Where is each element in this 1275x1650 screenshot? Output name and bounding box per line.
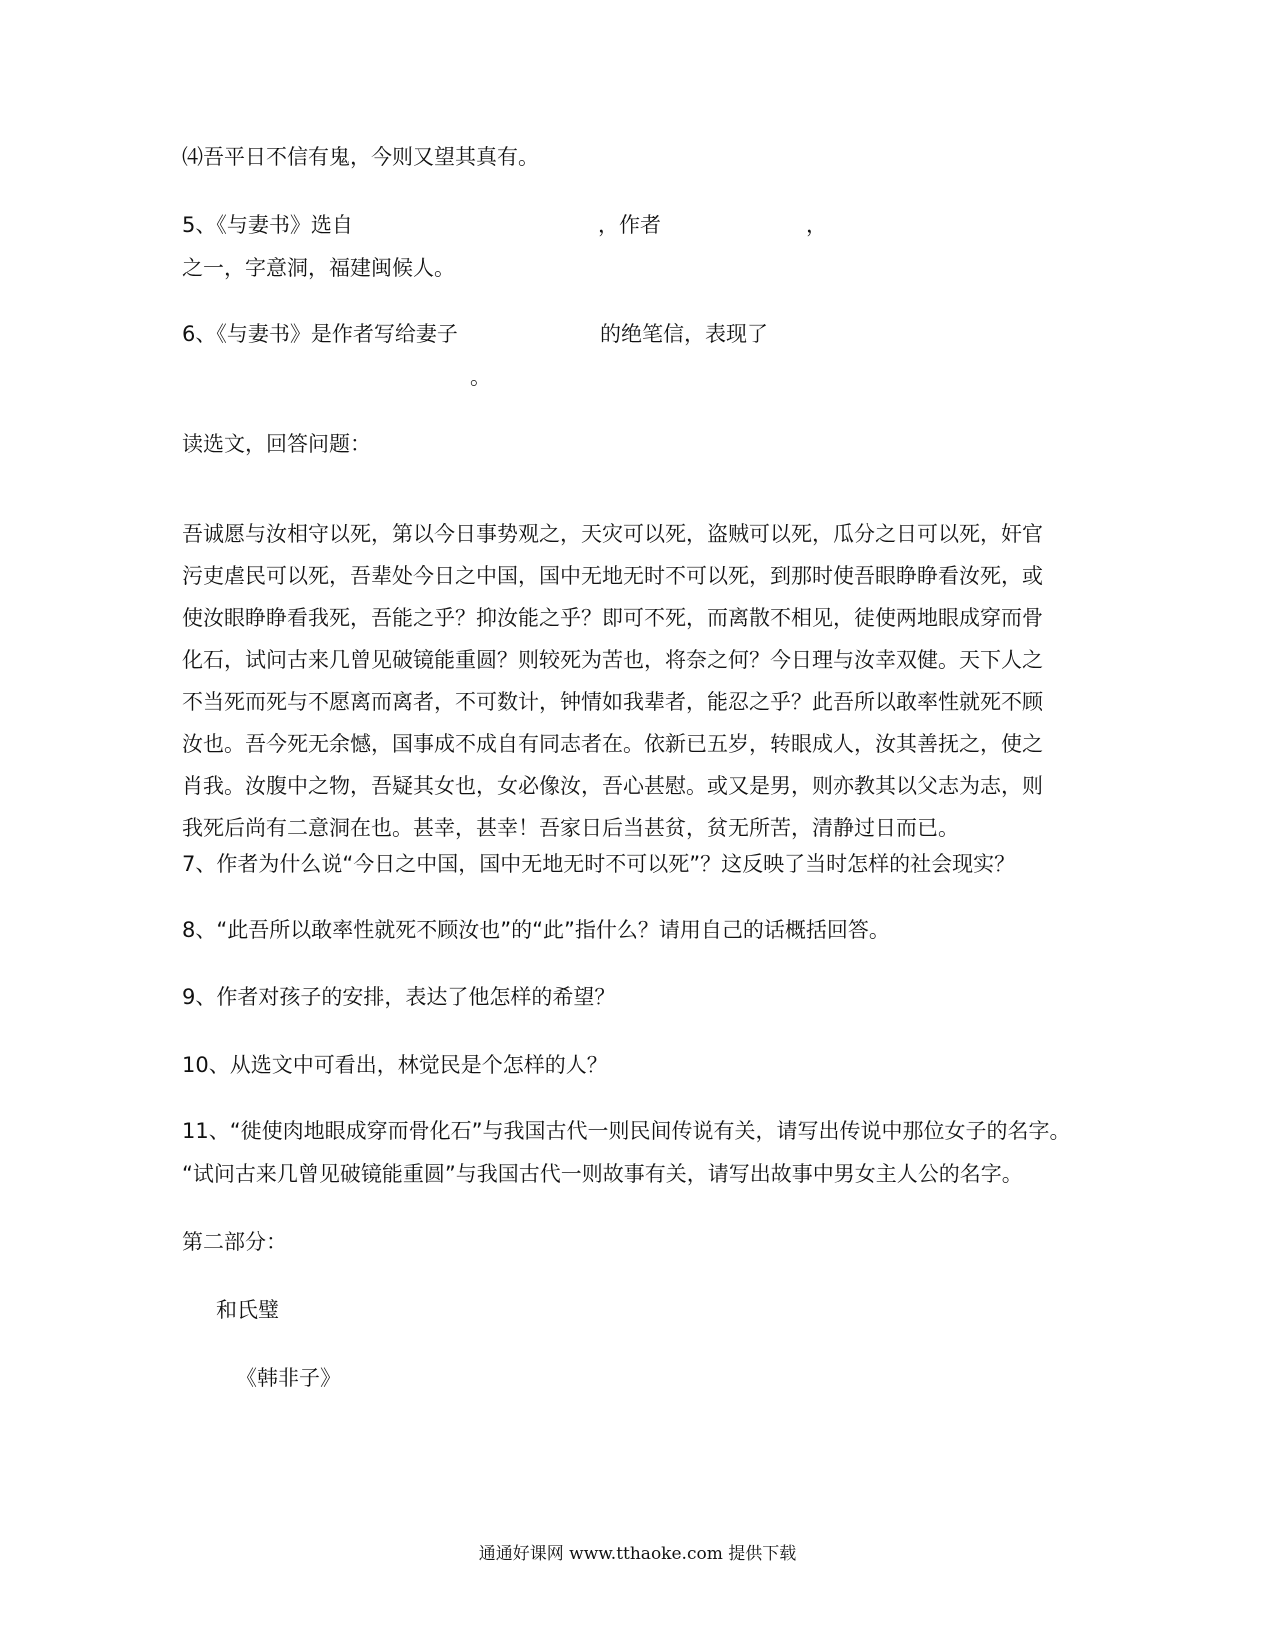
- question-7: 7、作者为什么说“今日之中国，国中无地无时不可以死”？这反映了当时怎样的社会现实？: [182, 852, 1016, 876]
- question-5-part-b: ，作者: [598, 213, 661, 237]
- part-2-title: 和氏璧: [216, 1298, 279, 1322]
- question-6-line-2-end: 。: [470, 365, 491, 389]
- passage-line: 肖我。汝腹中之物，吾疑其女也，女必像汝，吾心甚慰。或又是男，则亦教其以父志为志，则: [182, 774, 1043, 798]
- question-4-text: ⑷吾平日不信有鬼，今则又望其真有。: [182, 145, 539, 169]
- question-11-line-1: 11、“徙使肉地眼成穿而骨化石”与我国古代一则民间传说有关，请写出传说中那位女子的名字。: [182, 1119, 1071, 1143]
- question-6-part-a: 6、《与妻书》是作者写给妻子: [182, 322, 458, 346]
- question-9: 9、作者对孩子的安排，表达了他怎样的希望？: [182, 985, 616, 1009]
- passage-line: 我死后尚有二意洞在也。甚幸，甚幸！吾家日后当甚贫，贫无所苦，清静过日而已。: [182, 816, 959, 840]
- passage-line: 化石，试问古来几曾见破镜能重圆？则较死为苦也，将奈之何？今日理与汝幸双健。天下人之: [182, 648, 1043, 672]
- question-8: 8、“此吾所以敢率性就死不顾汝也”的“此”指什么？请用自己的话概括回答。: [182, 918, 890, 942]
- passage-line: 污吏虐民可以死，吾辈处今日之中国，国中无地无时不可以死，到那时使吾眼睁睁看汝死，或: [182, 564, 1043, 588]
- question-5-line-2: 之一，字意洞，福建闽候人。: [182, 256, 455, 280]
- passage-line: 汝也。吾今死无余憾，国事成不成自有同志者在。依新已五岁，转眼成人，汝其善抚之，使之: [182, 732, 1043, 756]
- question-6-part-b: 的绝笔信，表现了: [600, 322, 768, 346]
- reading-heading: 读选文，回答问题：: [182, 432, 371, 456]
- part-2-source: 《韩非子》: [236, 1366, 341, 1390]
- question-10: 10、从选文中可看出，林觉民是个怎样的人？: [182, 1053, 608, 1077]
- question-11-line-2: “试问古来几曾见破镜能重圆”与我国古代一则故事有关，请写出故事中男女主人公的名字。: [182, 1162, 1023, 1186]
- passage-line: 不当死而死与不愿离而离者，不可数计，钟情如我辈者，能忍之乎？此吾所以敢率性就死不顾: [182, 690, 1043, 714]
- passage-line: 吾诚愿与汝相守以死，第以今日事势观之，天灾可以死，盗贼可以死，瓜分之日可以死，奸官: [182, 522, 1043, 546]
- question-5-part-a: 5、《与妻书》选自: [182, 213, 353, 237]
- reading-passage: [182, 520, 1062, 856]
- passage-line: 使汝眼睁睁看我死，吾能之乎？抑汝能之乎？即可不死，而离散不相见，徒使两地眼成穿而骨: [182, 606, 1043, 630]
- part-2-heading: 第二部分：: [182, 1230, 287, 1254]
- page-footer: 通通好课网 www.tthaoke.com 提供下载: [478, 1544, 797, 1564]
- question-5-part-c: ，: [806, 213, 827, 237]
